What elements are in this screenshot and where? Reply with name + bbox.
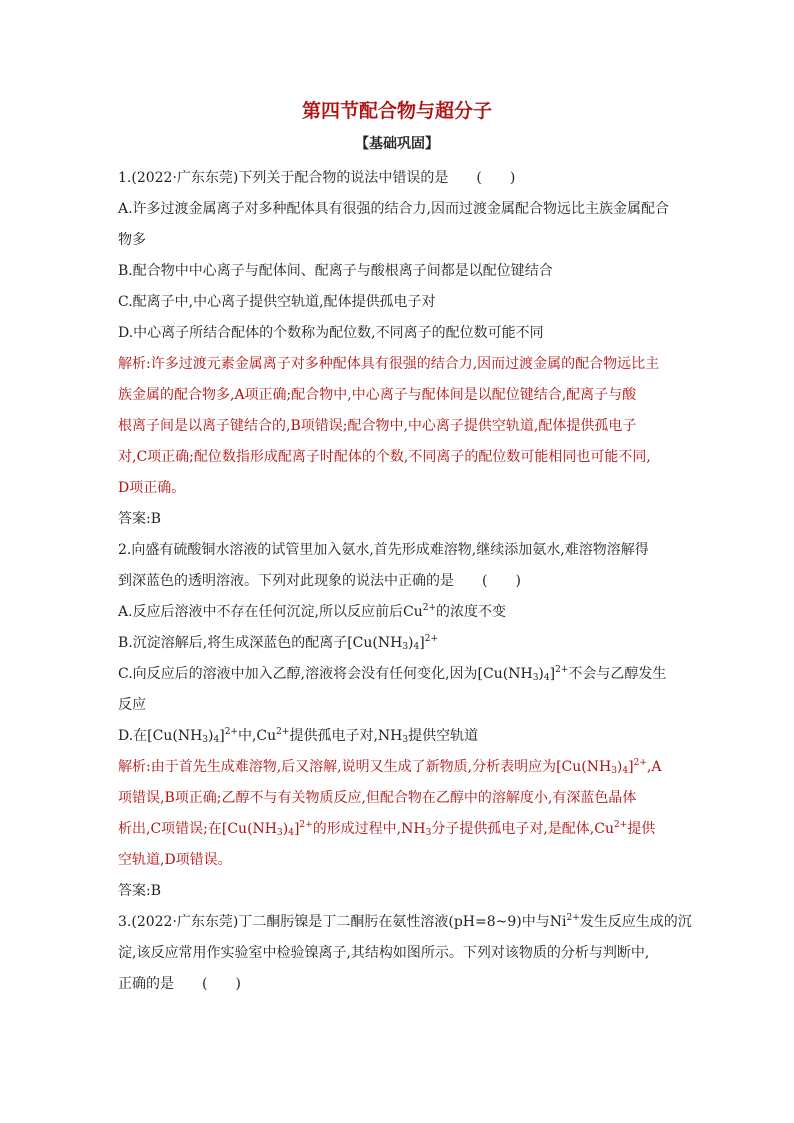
q2-option-a: A.反应后溶液中不存在任何沉淀,所以反应前后$Cu^{2+}$的浓度不变	[118, 603, 507, 620]
q1-stem: 1.(2022·广东东莞)下列关于配合物的说法中错误的是 ( )	[118, 170, 516, 186]
q1-option-d: D.中心离子所结合配体的个数称为配位数,不同离子的配位数可能不同	[118, 325, 544, 341]
q2-explanation-line4: 空轨道,D项错误。	[118, 852, 232, 868]
q1-explanation-line1: 解析:许多过渡元素金属离子对多种配体具有很强的结合力,因而过渡金属的配合物远比主	[118, 356, 660, 372]
q1-option-c: C.配离子中,中心离子提供空轨道,配体提供孤电子对	[118, 294, 436, 310]
q1-option-b: B.配合物中中心离子与配体间、配离子与酸根离子间都是以配位键结合	[118, 263, 553, 279]
q1-explanation-line3: 根离子间是以离子键结合的,B项错误;配合物中,中心离子提供空轨道,配体提供孤电子	[118, 418, 637, 434]
q2-answer: 答案:B	[118, 883, 162, 899]
q1-answer: 答案:B	[118, 511, 162, 527]
q1-explanation-line5: D项正确。	[118, 480, 186, 496]
q2-option-c-line1: C.向反应后的溶液中加入乙醇,溶液将会没有任何变化,因为$[Cu(NH_3)_4]^{2+}$不会与乙醇发生	[118, 665, 667, 683]
page-title: 第四节配合物与超分子	[301, 100, 492, 122]
q3-stem-line2: 淀,该反应常用作实验室中检验镍离子,其结构如图所示。下列对该物质的分析与判断中,	[118, 945, 650, 961]
q3-stem-line3: 正确的是 ( )	[118, 976, 241, 992]
q2-option-d: D.在$[Cu(NH_3)_4]^{2+}$中$,Cu^{2+}$提供孤电子对$,NH_3$提供空轨道	[118, 727, 479, 745]
q2-explanation-line2: 项错误,B项正确;乙醇不与有关物质反应,但配合物在乙醇中的溶解度小,有深蓝色晶体	[118, 790, 637, 806]
q2-stem-line2: 到深蓝色的透明溶液。下列对此现象的说法中正确的是 ( )	[118, 573, 521, 589]
q1-option-a-line1: A.许多过渡金属离子对多种配体具有很强的结合力,因而过渡金属配合物远比主族金属配合	[118, 201, 670, 217]
q2-explanation-line1: 解析:由于首先生成难溶物,后又溶解,说明又生成了新物质,分析表明应为$[Cu(NH_3)_4]^{2+},A$	[118, 758, 662, 776]
q2-option-b: B.沉淀溶解后,将生成深蓝色的配离子$[Cu(NH_3)_4]^{2+}$	[118, 634, 438, 652]
q2-stem-line1: 2.向盛有硫酸铜水溶液的试管里加入氨水,首先形成难溶物,继续添加氨水,难溶物溶解得	[118, 542, 649, 558]
q1-explanation-line4: 对,C项正确;配位数指形成配离子时配体的个数,不同离子的配位数可能相同也可能不同,	[118, 449, 651, 465]
q1-explanation-line2: 族金属的配合物多,A项正确;配合物中,中心离子与配体间是以配位键结合,配离子与酸	[118, 387, 637, 403]
q2-explanation-line3: 析出,C项错误;在$[Cu(NH_3)_4]^{2+}$的形成过程中$,NH_3$分子提供孤电子对,是配体$,Cu^{2+}$提供	[118, 820, 656, 838]
section-heading: 【基础巩固】	[355, 136, 439, 152]
q2-option-c-line2: 反应	[118, 697, 146, 713]
q1-option-a-line2: 物多	[118, 232, 146, 248]
document-body	[118, 163, 692, 1000]
q3-stem-line1: 3.(2022·广东东莞)丁二酮肟镍是丁二酮肟在氨性溶液(pH=8~9)中与$Ni^{2+}$发生反应生成的沉	[118, 913, 692, 930]
